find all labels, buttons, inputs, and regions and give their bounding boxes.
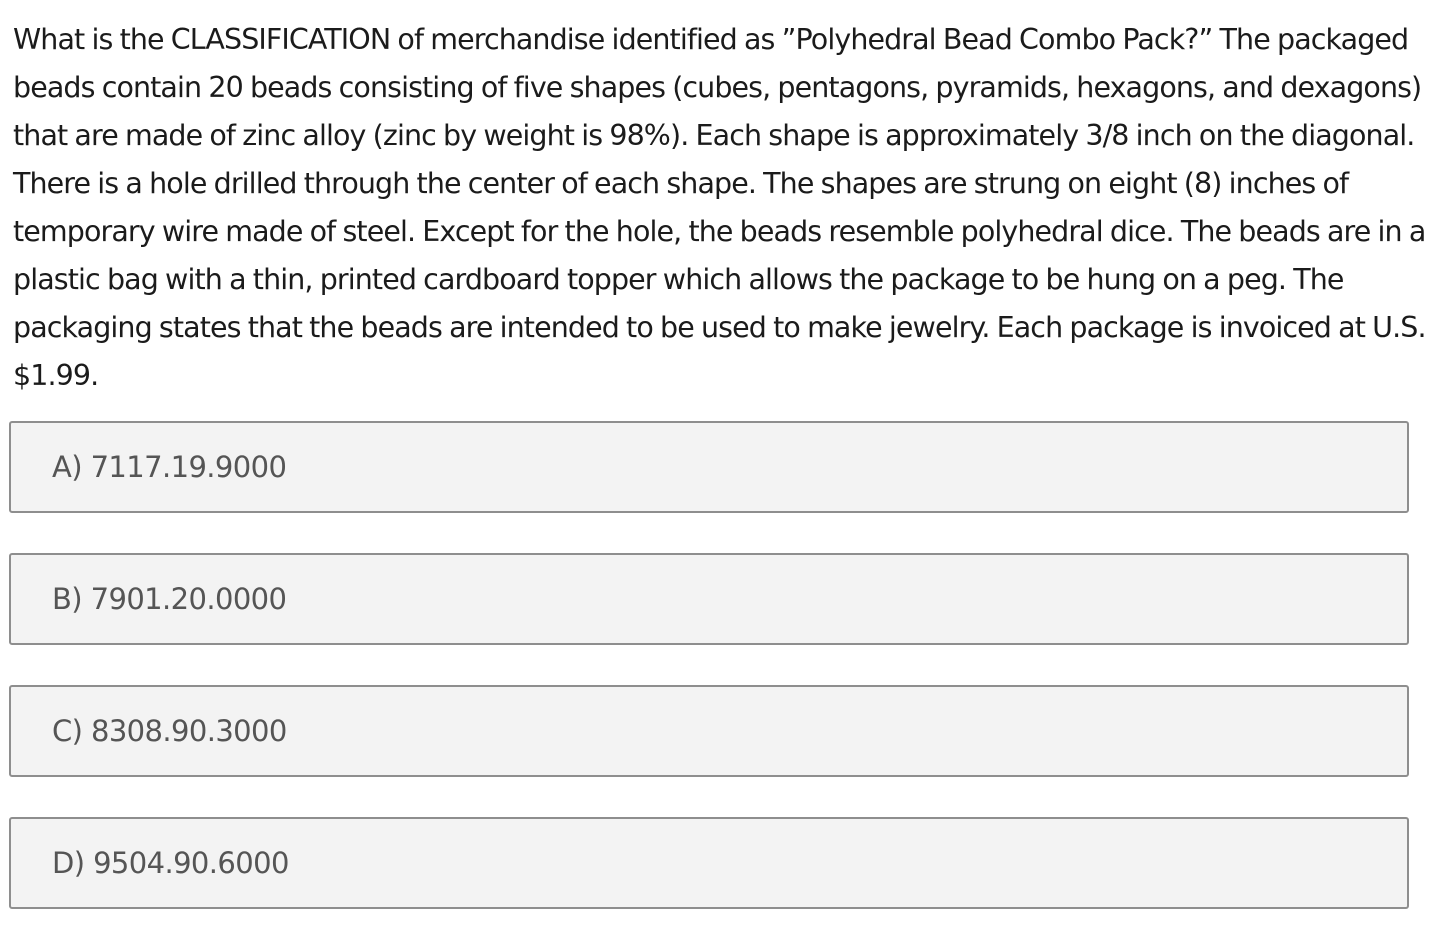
option-b-label: B) 7901.20.0000: [52, 582, 287, 616]
option-c-button[interactable]: [9, 685, 1409, 777]
option-a-button[interactable]: [9, 421, 1409, 513]
option-c-label: C) 8308.90.3000: [52, 714, 287, 748]
option-d-button[interactable]: [9, 817, 1409, 909]
option-b-button[interactable]: [9, 553, 1409, 645]
question-text: What is the CLASSIFICATION of merchandise identified as ”Polyhedral Bead Combo Pack?” The packaged beads contain 20 beads consisting of five shapes (cubes, pentagons, pyramids, hexagons, and dexagons) that are made of zinc alloy (zinc by weight is 98%). Each shape is approximately 3/8 inch on the diagonal. There is a hole drilled through the center of each shape. The shapes are strung on eight (8) inches of temporary wire made of steel. Except for the hole, the beads resemble polyhedral dice. The beads are in a plastic bag with a thin, printed cardboard topper which allows the package to be hung on a peg. The packaging states that the beads are intended to be used to make jewelry. Each package is invoiced at U.S. $1.99.: [13, 23, 1426, 392]
answer-options: [9, 421, 1409, 949]
option-d-label: D) 9504.90.6000: [52, 846, 289, 880]
option-a-label: A) 7117.19.9000: [52, 450, 287, 484]
